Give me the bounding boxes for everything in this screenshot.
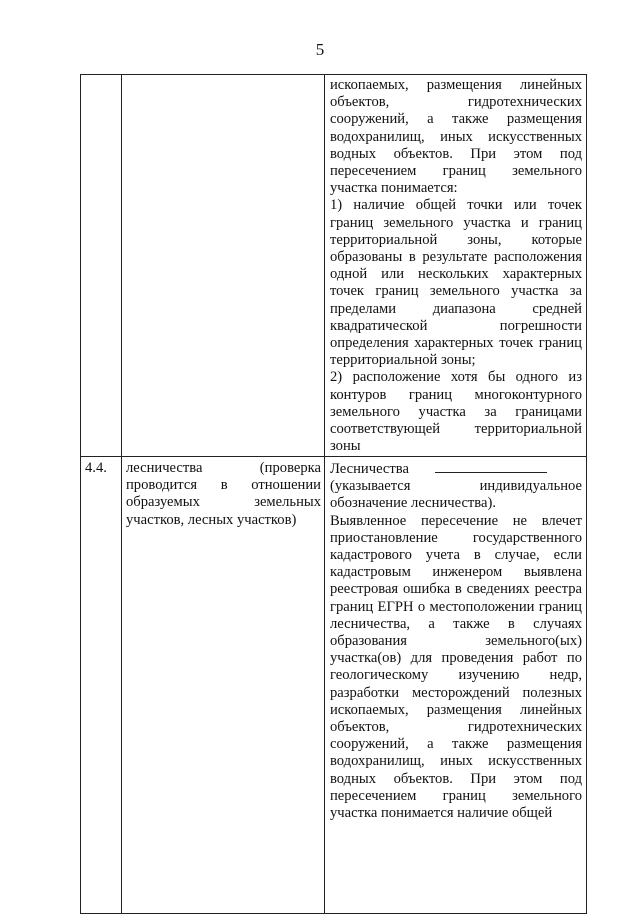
column-divider-description bbox=[324, 75, 325, 913]
page-number: 5 bbox=[315, 40, 325, 59]
row-content-4-4 bbox=[330, 460, 582, 822]
regulation-table bbox=[80, 74, 587, 914]
column-divider-number bbox=[121, 75, 122, 913]
forestry-intersection-paragraph: Выявленное пересечение не влечет приостановление государственного кадастрового учета в случае, если кадастровым инженером выявлена реестровая ошибка в сведениях реестра границ ЕГРН о местоположении границ лесничества, а также в случаях образования земельного(ых) участка(ов) для проведения работ по геологическому изучению недр, разработки месторождений полезных ископаемых, размещения линейных объектов, гидротехнических сооружений, а также размещения водохранилищ, иных искусственных водных объектов. При этом под пересечением границ земельного участка понимается наличие общей bbox=[330, 512, 582, 822]
fill-in-blank-line bbox=[435, 460, 547, 473]
row-number-4-4: 4.4. bbox=[85, 460, 107, 476]
forestry-designation-note: (указывается индивидуальное обозначение лесничества). bbox=[330, 478, 582, 512]
continued-paragraph-item-1: 1) наличие общей точки или точек границ земельного участка и границ территориальной зоны, которые образованы в результате расположения одной или нескольких характерных точек границ земельного участка за пределами диапазона средней квадратической погрешности определения характерных точек границ территориальной зоны; bbox=[330, 197, 582, 369]
row-description-4-4: лесничества (проверка проводится в отношении образуемых земельных участков, лесных участков) bbox=[126, 460, 321, 528]
row-divider bbox=[81, 456, 586, 457]
forestry-title-line bbox=[330, 460, 582, 478]
continued-paragraph-item-2: 2) расположение хотя бы одного из контуров границ многоконтурного земельного участка за границами соответствующей территориальной зоны bbox=[330, 369, 582, 455]
continued-content-cell bbox=[330, 77, 582, 455]
forestry-title: Лесничества bbox=[330, 461, 409, 477]
continued-paragraph-intro: ископаемых, размещения линейных объектов, гидротехнических сооружений, а также размещения водохранилищ, иных искусственных водных объектов. При этом под пересечением границ земельного участка понимается: bbox=[330, 77, 582, 197]
